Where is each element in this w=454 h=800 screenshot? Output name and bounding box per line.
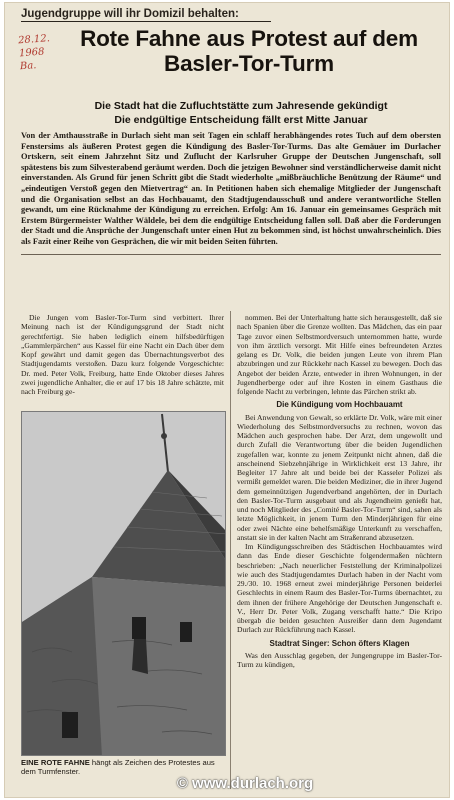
section-heading: Die Kündigung vom Hochbauamt	[276, 400, 403, 410]
article-paragraph: Im Kündigungsschreiben des Städtischen Hochbauamtes wird dann das Ende dieser Geschichte folgendermaßen nüchtern beschrieben: „Nach neuerlicher Feststellung der Kriminalpolizei wie auch des Stadtjugendamtes Durlach haben in der Nacht vom 29./30. 10. 1968 erneut zwei minderjährige Personen beiderlei Geschlechts in einem Raum des Basler-Tor-Turms übernachtet, zu dem ihnen der frühere Angehörige der Deutschen Jungenschaft e. V., Herr Dr. Peter Volk, Zugang verschafft hatte.“ Die Kripo übergab die beiden gesuchten Ausreißer dann dem Jugendamt Durlach zur Rückführung nach Kassel.	[237, 542, 442, 635]
watermark-text: © www.durlach.org	[176, 775, 314, 792]
photo-caption	[21, 758, 226, 777]
article-paragraph: Bei Anwendung von Gewalt, so erklärte Dr. Volk, wäre mit einer Wiederholung des Selbstmordversuchs zu rechnen, wovon das Mädchen auch gesprochen habe. Der Arzt, dem ungewollt und durch Zufall die Verantwortung über die beiden Jugendlichen zugefallen war, konnte zu jenem Zeitpunkt nicht ahnen, daß die anscheinend Siebzehnjährige in Wirklichkeit erst 13 Jahre, ihr Begleiter 17 Jahre alt und beide bei der Kasseler Polizei als vermißt gemeldet waren. Die beiden Mediziner, die in ihrer Jugend dem gemeinnützigen Jugendverband angehörten, der in Durlach den Basler-Tor-Turm ausgebaut und als Jugendheim genießt hat, und noch Mitglieder des „Comité Basler-Tor-Turm“ sind, sahen als letzte Möglichkeit, in jenem Turm den Minderjährigen für eine oder zwei Nächte eine behelfsmäßige Unterkunft zu verschaffen, anstatt sie in der kalten Nacht am Straßenrand abzusetzen.	[237, 412, 442, 542]
subhead-line: Die endgültige Entscheidung fällt erst Mitte Januar	[114, 113, 368, 126]
article-paragraph: Was den Ausschlag gegeben, der Jungengruppe im Basler-Tor-Turm zu kündigen,	[237, 650, 442, 669]
caption-text: hängt als Zeichen des Protestes aus dem Turmfenster.	[21, 758, 215, 777]
headline: Rote Fahne aus Protest auf dem Basler-Tor-Turm	[80, 26, 418, 76]
newspaper-clipping	[4, 2, 450, 798]
handnote-line: 28.12.	[17, 33, 51, 47]
kicker-line: Jugendgruppe will ihr Domizil behalten:	[21, 8, 271, 22]
article-paragraph: nommen. Bei der Unterhaltung hatte sich herausgestellt, daß sie nach Spanien über die Grenze wollten. Das Mädchen, das ein paar Tage zuvor einen Selbstmordversuch unternommen hatte, wurde von ihm ärztlich versorgt. Mit Hilfe eines befreundeten Arztes gelang es Dr. Volk, die beiden jungen Leute von ihrem Plan abzubringen und zur Rückkehr nach Kassel zu bewegen. Doch das Angebot der beiden Ärzte, entweder in ihren Wohnungen, in der Jugendherberge oder auf ihre Kosten in einem Gasthaus die folgende Nacht zu verbringen, lehnte das Pärchen strikt ab.	[237, 313, 442, 396]
tower-photo	[21, 411, 226, 756]
handnote-line: Ba.	[19, 60, 37, 73]
left-column	[21, 313, 224, 396]
right-column	[237, 313, 442, 791]
tower-illustration	[22, 412, 226, 756]
handwritten-date-note	[18, 32, 59, 74]
lead-paragraph: Von der Amthausstraße in Durlach sieht man seit Tagen ein schlaff herabhängendes rotes Tuch auf dem obersten Fenstersims als äußeren Protest gegen die Kündigung des Basler-Tor-Turms. Das alte Gemäuer im Durlacher Ortskern, seit einem Jahrzehnt Sitz und Zuflucht der Karlsruher Gruppe der Deutschen Jungenschaft, soll spätestens bis zum Silvesterabend geräumt werden. Doch die jetzigen Bewohner sind verständlicherweise damit nicht einverstanden. Als Grund für jenen Schritt gibt die Stadt wiederholte „mißbräuchliche Benützung der Räume“ und „eindeutigen Verstoß gegen den Mietvertrag“ an. In Petitionen haben sich ehemalige Mitglieder der Jungenschaft und die Organisation selbst an das Hochbauamt, den Stadtjugendausschuß und andere verantwortliche Stellen gewandt, um eine Rücknahme der Kündigung zu erreichen. Erfolg: Am 16. Januar ein gemeinsames Gespräch mit Erstem Bürgermeister Walther Wäldele, bei dem die endgültige Entscheidung fallen soll. Daß aber die Forderungen der Stadt und die Ansprüche der Jungenschaft unter einen Hut zu bekommen sind, ist höchst unwahrscheinlich. Dies als Fazit einer Reihe von Gesprächen, die wir mit beiden Seiten führten.	[21, 131, 441, 255]
subhead-line: Die Stadt hat die Zufluchtstätte zum Jahresende gekündigt	[94, 100, 388, 112]
caption-lead: EINE ROTE FAHNE	[21, 758, 90, 767]
handnote-line: 1968	[18, 46, 45, 60]
subheadline	[45, 100, 437, 127]
article-paragraph: Die Jungen vom Basler-Tor-Turm sind verbittert. Ihrer Meinung nach ist der Kündigungsgrund der Stadt nicht gerechtfertigt. Sie haben lediglich einem hilfsbedürftigen „Gammlerpärchen“ aus Kassel für eine Nacht ein Dach über dem Kopf gewährt und damit gegen das Übernachtungsverbot des Stadtjugendamts verstoßen. Dazu kurz folgende Vorgeschichte: Dr. med. Peter Volk, Freiburg, hatte Ende Oktober dieses Jahres zwei jugendliche Anhalter, die er auf 17 bis 18 Jahre schätzte, mit nach Freiburg ge-	[21, 313, 224, 396]
column-divider	[230, 311, 231, 789]
section-heading: Stadtrat Singer: Schon öfters Klagen	[269, 638, 410, 648]
